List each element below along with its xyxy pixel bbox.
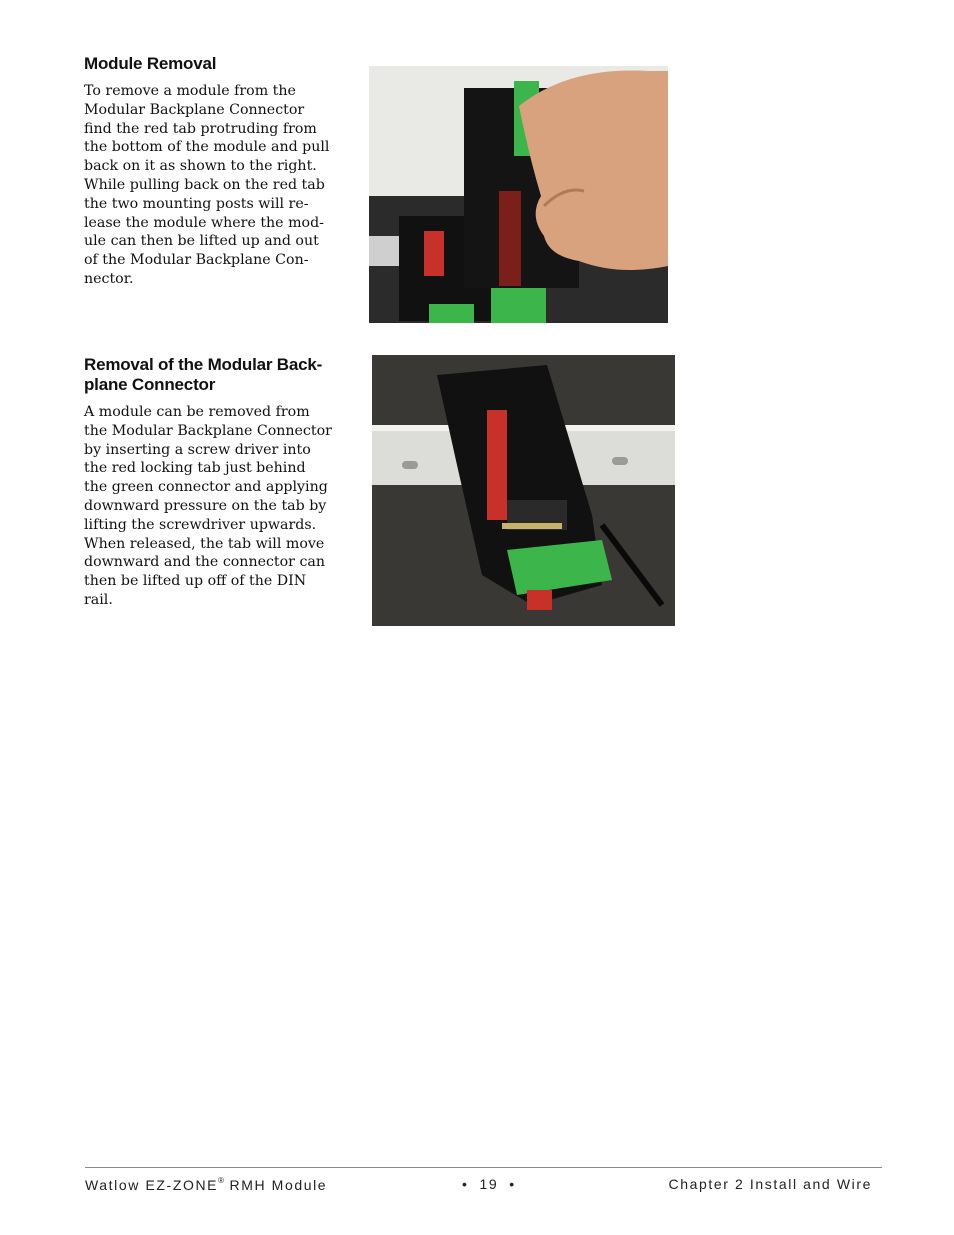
section-heading-backplane-removal: Removal of the Modular Back- plane Connector bbox=[84, 355, 323, 394]
section-body-backplane-removal: A module can be removed from the Modular Backplane Connector by inserting a screw driver into the red locking tab just behind the green connector and applying downward pressure on the tab by lifting the screwdriver upwards. When released, the tab will move downward and the connector can then be lifted up off of the DIN rail. bbox=[84, 404, 332, 608]
footer-product-suffix: RMH Module bbox=[224, 1177, 328, 1193]
backplane-removal-photo bbox=[372, 355, 675, 626]
backplane-removal-illustration bbox=[372, 355, 675, 626]
module-removal-illustration bbox=[369, 66, 668, 323]
footer-chapter-title: Chapter 2 Install and Wire bbox=[668, 1176, 872, 1192]
footer-product-prefix: Watlow EZ-ZONE bbox=[85, 1177, 219, 1193]
module-removal-photo bbox=[369, 66, 668, 323]
footer-page-number: • 19 • bbox=[462, 1176, 516, 1192]
footer-product-name bbox=[85, 1176, 327, 1193]
section-body-module-removal: To remove a module from the Modular Backplane Connector find the red tab protruding from the bottom of the module and pull back on it as shown to the right. While pulling back on the red tab the two mounting posts will re- lease the module where the mod- ule can then be lifted up and out of the Modular Backplane Con- nector. bbox=[84, 83, 330, 287]
registered-mark: ® bbox=[218, 1176, 225, 1185]
footer-rule bbox=[85, 1167, 882, 1168]
section-heading-module-removal: Module Removal bbox=[84, 54, 217, 73]
